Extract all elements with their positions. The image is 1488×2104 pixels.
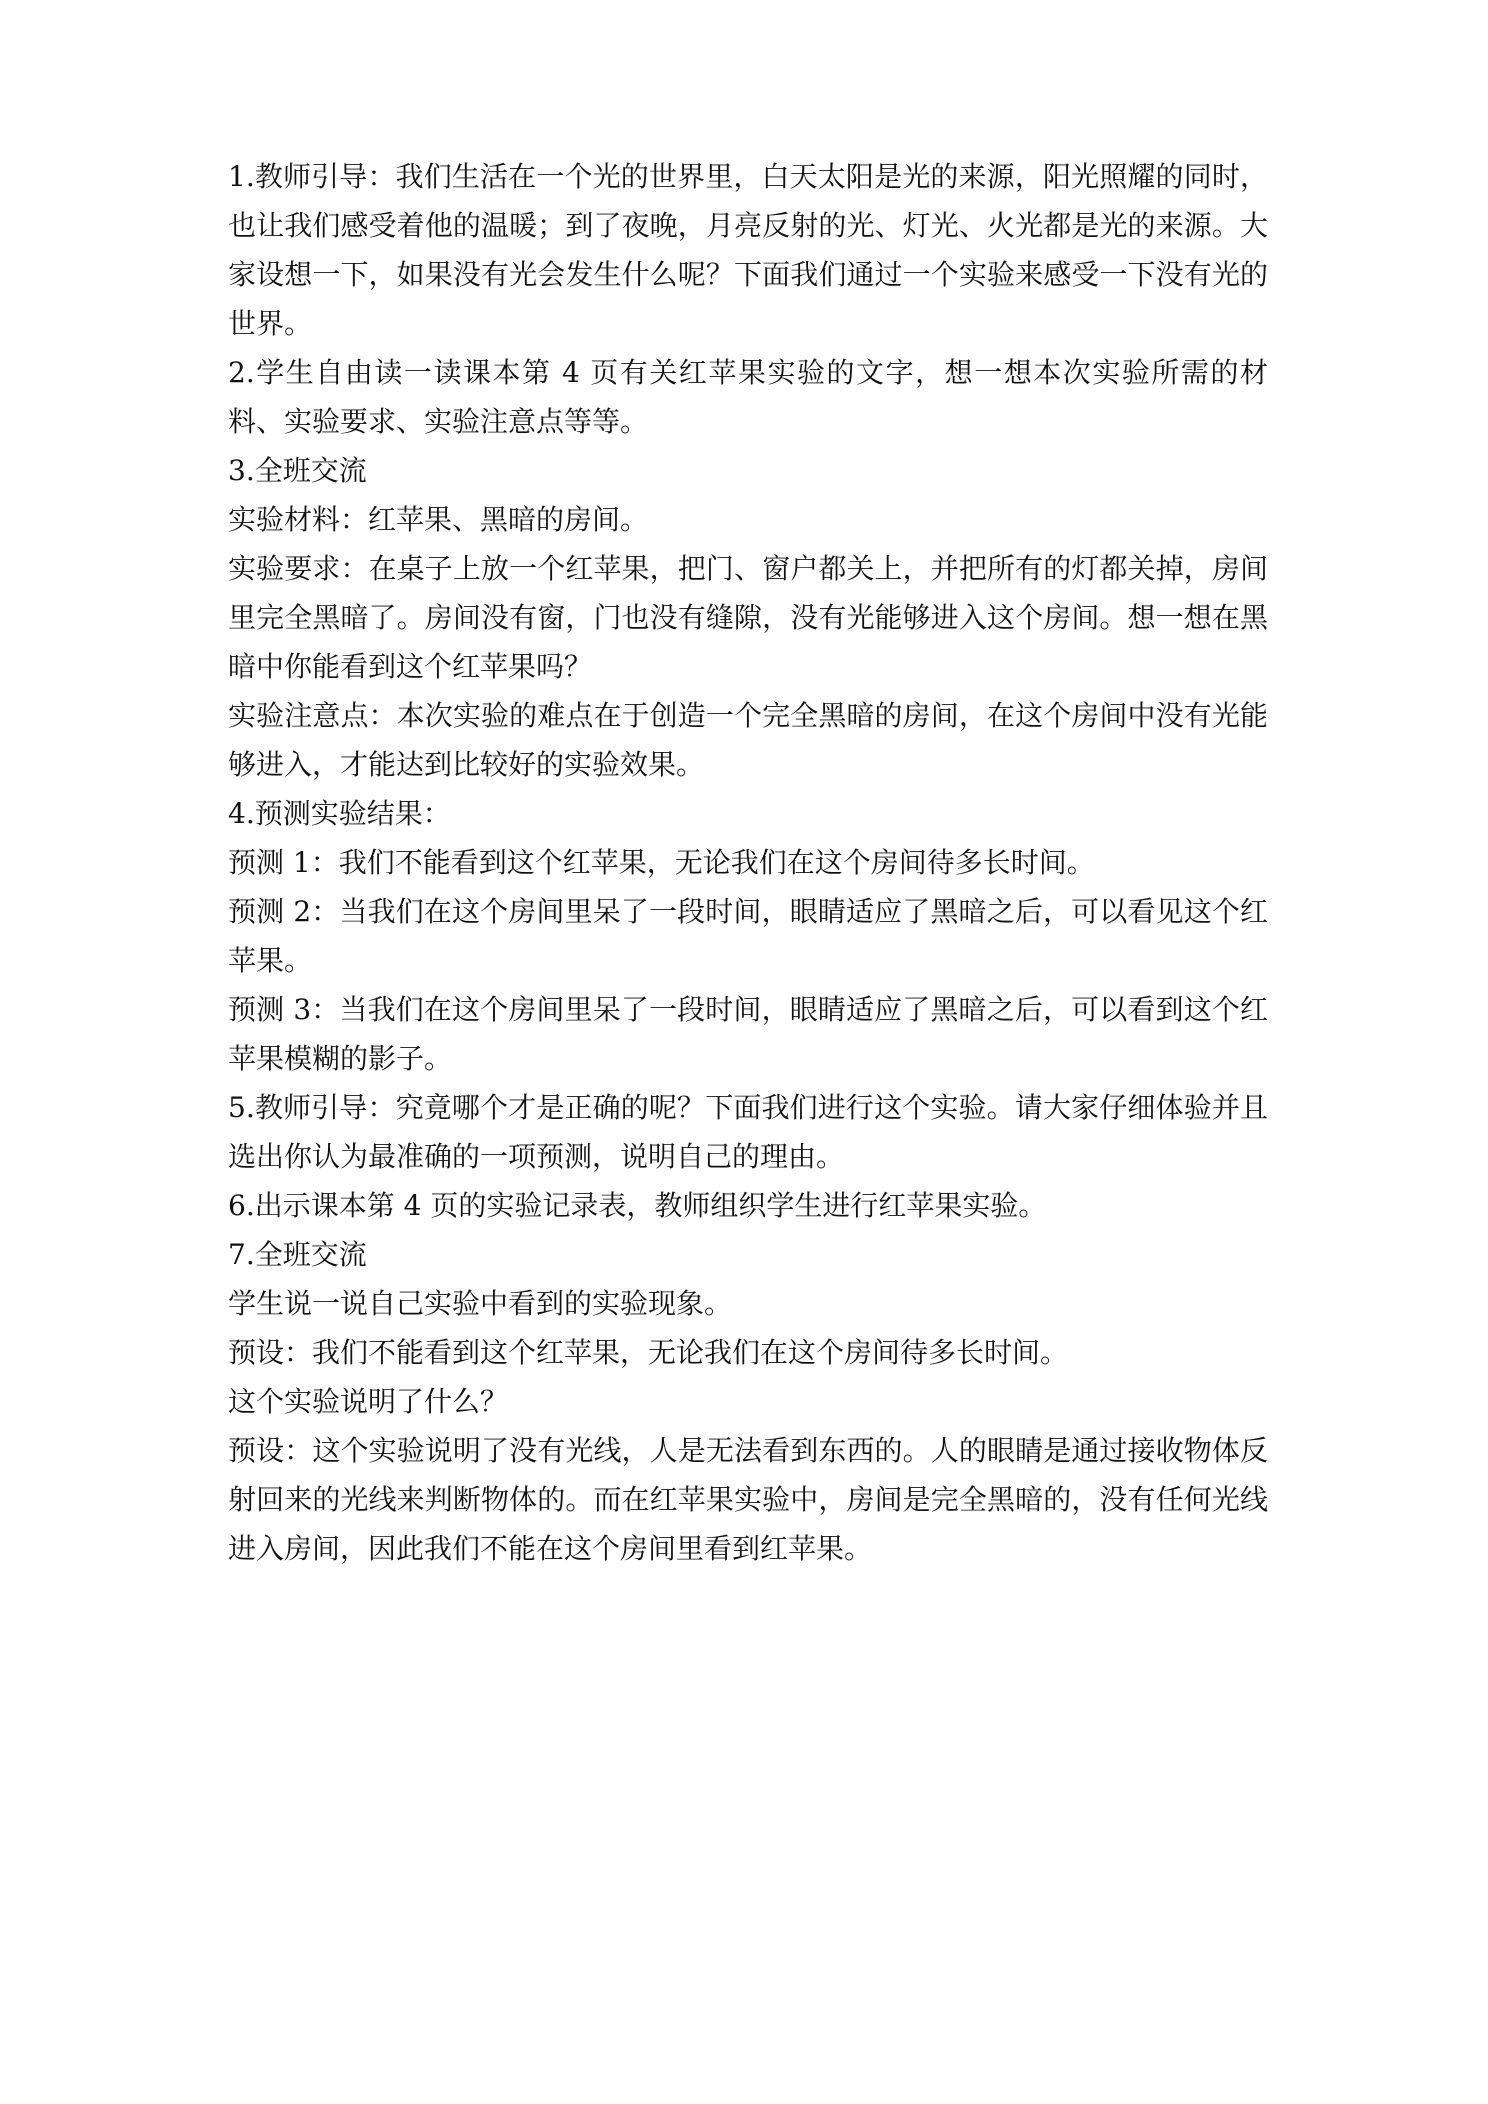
paragraph-step-1-teacher-guide: 1.教师引导：我们生活在一个光的世界里，白天太阳是光的来源，阳光照耀的同时，也让我们感受着他的温暖；到了夜晚，月亮反射的光、灯光、火光都是光的来源。大家设想一下，如果没有光会发生什么呢？下面我们通过一个实验来感受一下没有光的世界。 (228, 160, 1268, 340)
paragraph-step-3-heading: 3.全班交流 (228, 454, 367, 487)
paragraph-students-share: 学生说一说自己实验中看到的实验现象。 (228, 1287, 733, 1320)
paragraph-notes: 实验注意点：本次实验的难点在于创造一个完全黑暗的房间，在这个房间中没有光能够进入，才能达到比较好的实验效果。 (228, 699, 1268, 781)
paragraph-requirements: 实验要求：在桌子上放一个红苹果，把门、窗户都关上，并把所有的灯都关掉，房间里完全黑暗了。房间没有窗，门也没有缝隙，没有光能够进入这个房间。想一想在黑暗中你能看到这个红苹果吗？ (228, 552, 1268, 683)
paragraph-prediction-1: 预测 1：我们不能看到这个红苹果，无论我们在这个房间待多长时间。 (228, 846, 1095, 879)
paragraph-question: 这个实验说明了什么？ (228, 1385, 509, 1418)
paragraph-step-6-record-table: 6.出示课本第 4 页的实验记录表，教师组织学生进行红苹果实验。 (228, 1189, 1047, 1222)
paragraph-step-5-teacher-guide: 5.教师引导：究竟哪个才是正确的呢？下面我们进行这个实验。请大家仔细体验并且选出你认为最准确的一项预测，说明自己的理由。 (228, 1091, 1268, 1173)
paragraph-step-2-student-reading: 2.学生自由读一读课本第 4 页有关红苹果实验的文字，想一想本次实验所需的材料、实验要求、实验注意点等等。 (228, 356, 1268, 438)
document-body (228, 152, 1268, 1573)
paragraph-preset-2: 预设：这个实验说明了没有光线，人是无法看到东西的。人的眼睛是通过接收物体反射回来的光线来判断物体的。而在红苹果实验中，房间是完全黑暗的，没有任何光线进入房间，因此我们不能在这个房间里看到红苹果。 (228, 1434, 1268, 1565)
paragraph-preset-1: 预设：我们不能看到这个红苹果，无论我们在这个房间待多长时间。 (228, 1336, 1069, 1369)
paragraph-step-7-heading: 7.全班交流 (228, 1238, 367, 1271)
paragraph-prediction-3: 预测 3：当我们在这个房间里呆了一段时间，眼睛适应了黑暗之后，可以看到这个红苹果模糊的影子。 (228, 993, 1268, 1075)
paragraph-materials: 实验材料：红苹果、黑暗的房间。 (228, 503, 649, 536)
paragraph-prediction-2: 预测 2：当我们在这个房间里呆了一段时间，眼睛适应了黑暗之后，可以看见这个红苹果。 (228, 895, 1268, 977)
paragraph-step-4-heading: 4.预测实验结果： (228, 797, 451, 830)
